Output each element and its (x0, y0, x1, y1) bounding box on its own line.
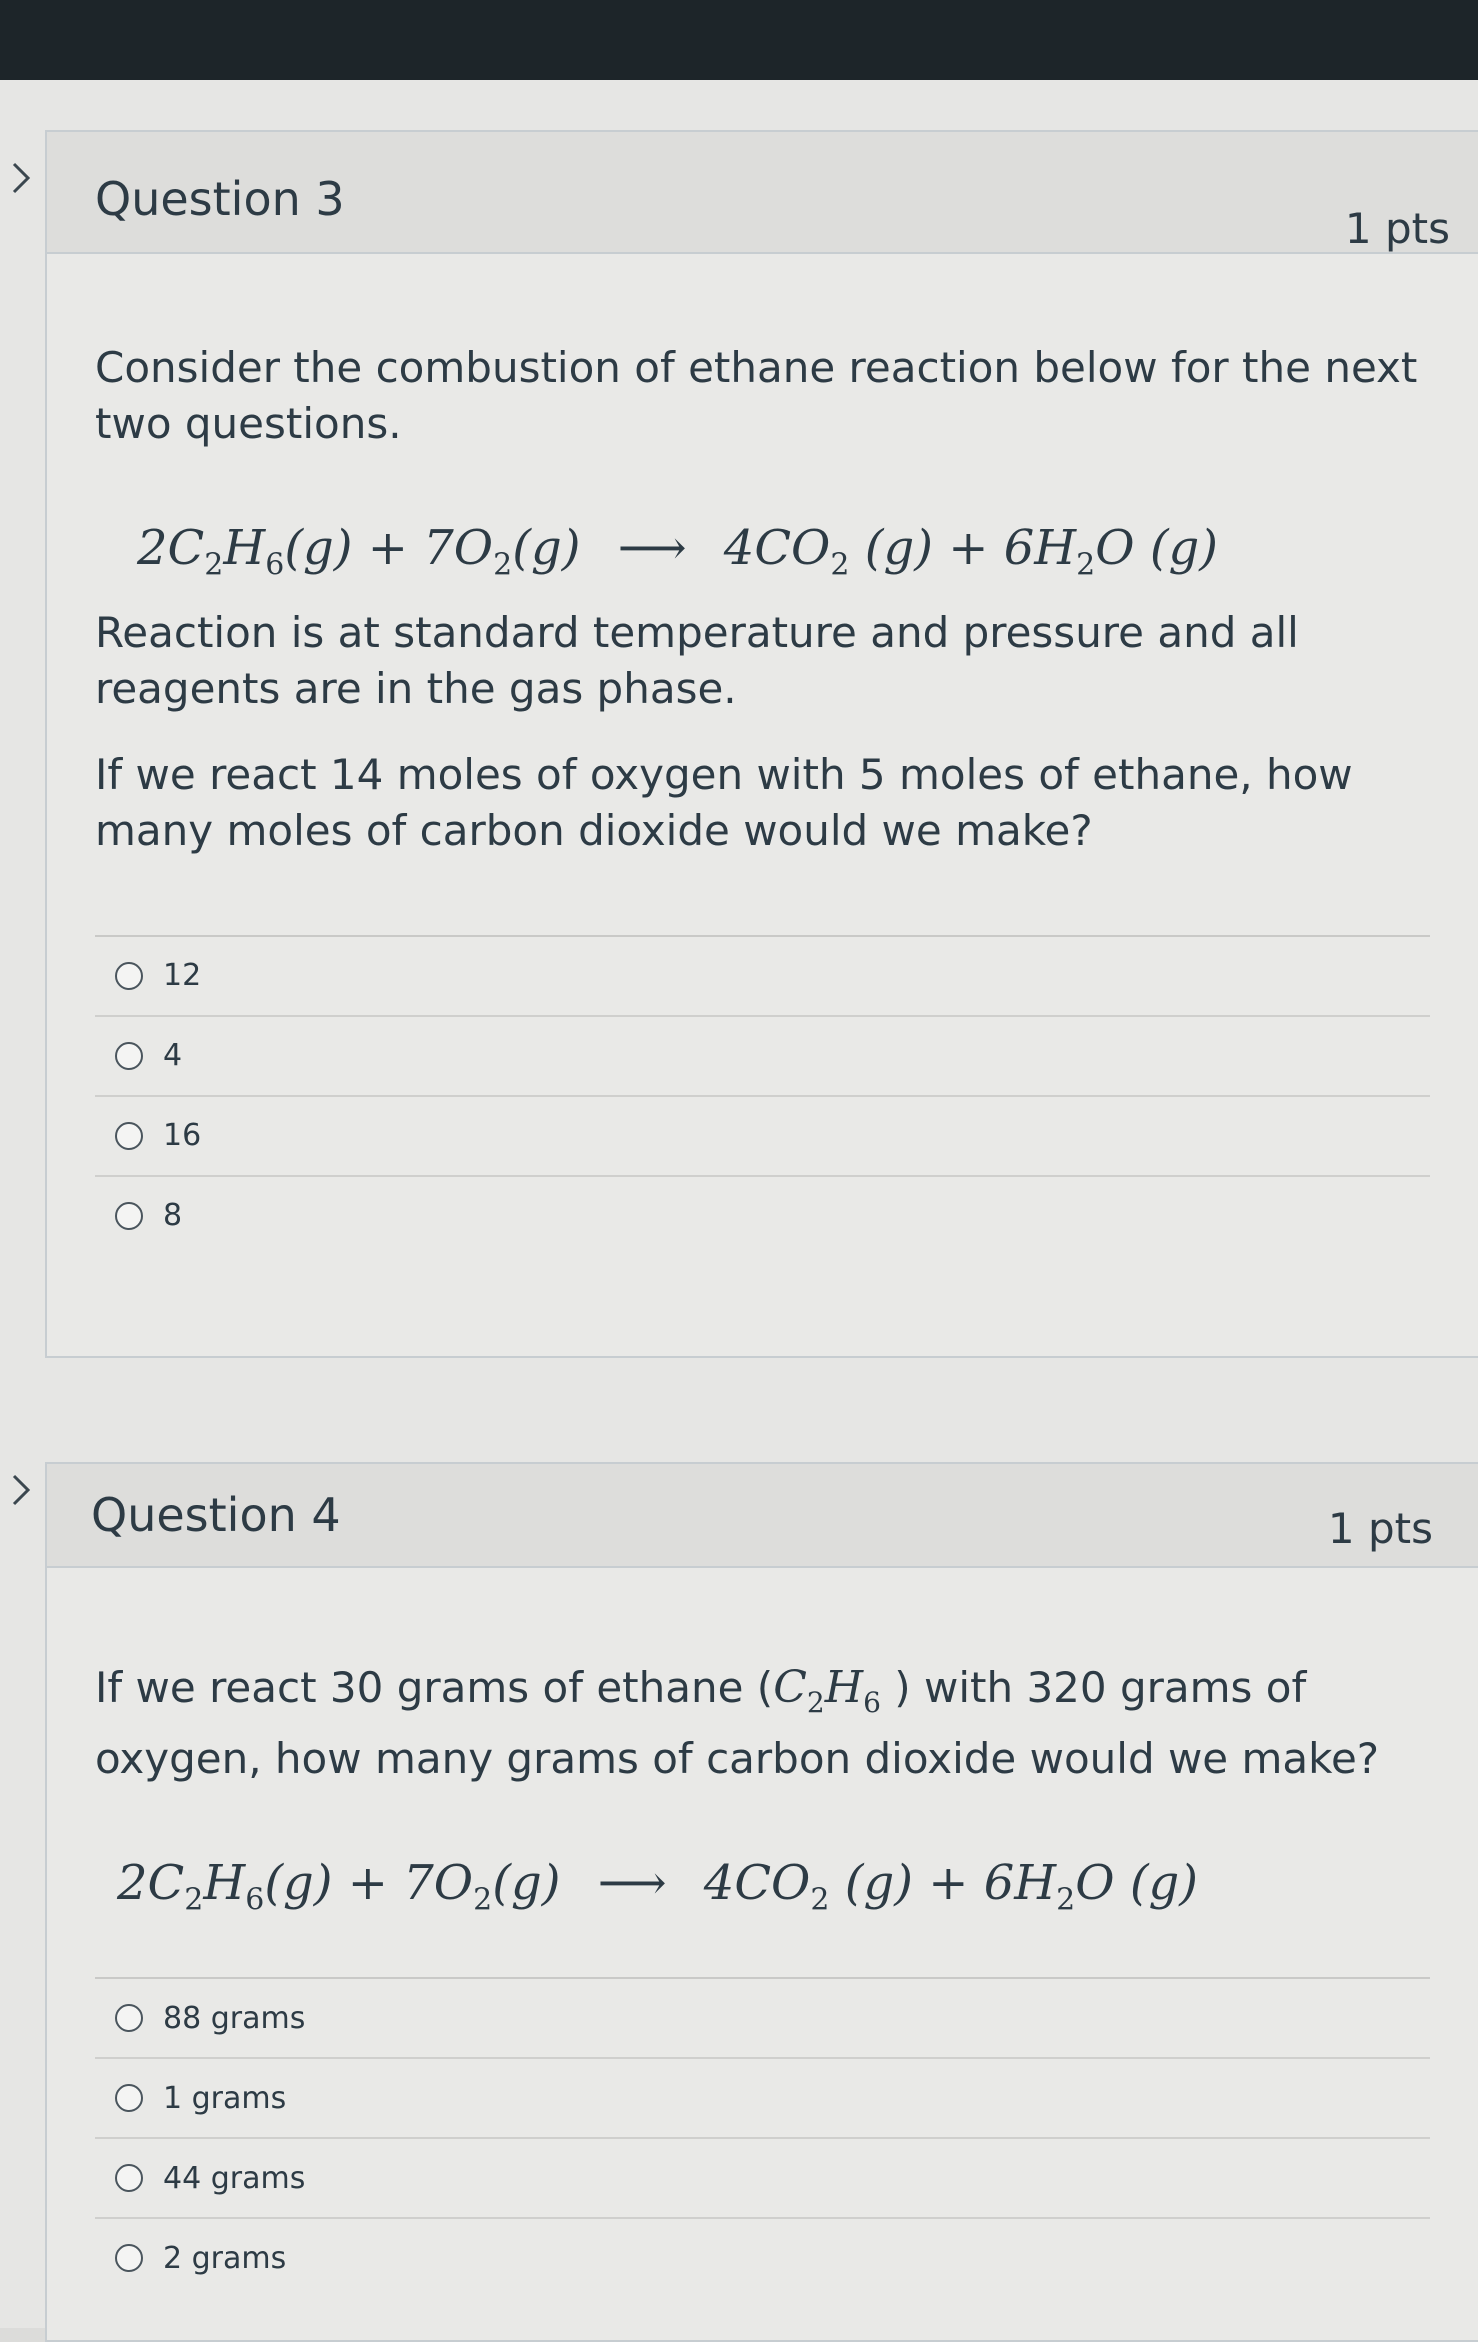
answer-label: 1 grams (163, 2080, 287, 2116)
question-note: Reaction is at standard temperature and pressure and all reagents are in the gas phase. (95, 607, 1299, 713)
radio-button[interactable] (115, 1122, 143, 1150)
reaction-equation: $2C_2H_6(g) + 7O_2(g)$ ⟶ $4CO_2$ $(g) + 6H_2O$ (g) (116, 1854, 1199, 1918)
radio-button[interactable] (115, 2004, 143, 2032)
answer-option[interactable] (95, 1177, 1430, 1255)
answer-label: 16 (163, 1118, 202, 1154)
answer-option[interactable] (95, 937, 1430, 1017)
radio-button[interactable] (115, 1202, 143, 1230)
question-4-card (45, 1462, 1478, 2342)
question-prompt: If we react 30 grams of ethane ($C_2H_6$ ) with 320 grams of oxygen, how many grams of carbon dioxide would we make? (95, 1662, 1380, 1783)
question-prompt: If we react 14 moles of oxygen with 5 moles of ethane, how many moles of carbon dioxide would we make? (95, 749, 1353, 855)
radio-button[interactable] (115, 2164, 143, 2192)
radio-button[interactable] (115, 962, 143, 990)
answer-option[interactable] (95, 1979, 1430, 2059)
question-4-header (47, 1464, 1478, 1568)
question-3-card (45, 130, 1478, 1358)
question-intro: Consider the combustion of ethane reaction below for the next two questions. (95, 343, 1418, 448)
collapse-question-4-icon[interactable] (6, 1470, 36, 1510)
question-points: 1 pts (1327, 1504, 1433, 1553)
answer-label: 4 (163, 1038, 183, 1074)
answer-option[interactable] (95, 1017, 1430, 1097)
answer-label: 88 grams (163, 2000, 306, 2036)
reaction-equation: $2C_2H_6(g) + 7O_2(g)$ ⟶ $4CO_2$ $(g) + 6H_2O$ (g) (136, 520, 1219, 583)
collapse-question-3-icon[interactable] (6, 158, 36, 198)
answer-label: 44 grams (163, 2160, 306, 2196)
question-4-body (47, 1568, 1478, 2297)
answer-list (95, 935, 1430, 1255)
question-points: 1 pts (1344, 204, 1450, 253)
answer-option[interactable] (95, 2219, 1430, 2297)
radio-button[interactable] (115, 1042, 143, 1070)
answer-label: 12 (163, 958, 202, 994)
question-title: Question 4 (91, 1488, 341, 1542)
answer-option[interactable] (95, 2059, 1430, 2139)
radio-button[interactable] (115, 2084, 143, 2112)
question-title: Question 3 (95, 172, 345, 226)
answer-option[interactable] (95, 1097, 1430, 1177)
answer-label: 8 (163, 1198, 183, 1234)
radio-button[interactable] (115, 2244, 143, 2272)
answer-option[interactable] (95, 2139, 1430, 2219)
answer-list (95, 1977, 1430, 2297)
question-3-header (47, 132, 1478, 254)
question-3-body (47, 254, 1478, 1255)
answer-label: 2 grams (163, 2240, 287, 2276)
ethane-formula: $C_2H_6$ (773, 1662, 881, 1719)
